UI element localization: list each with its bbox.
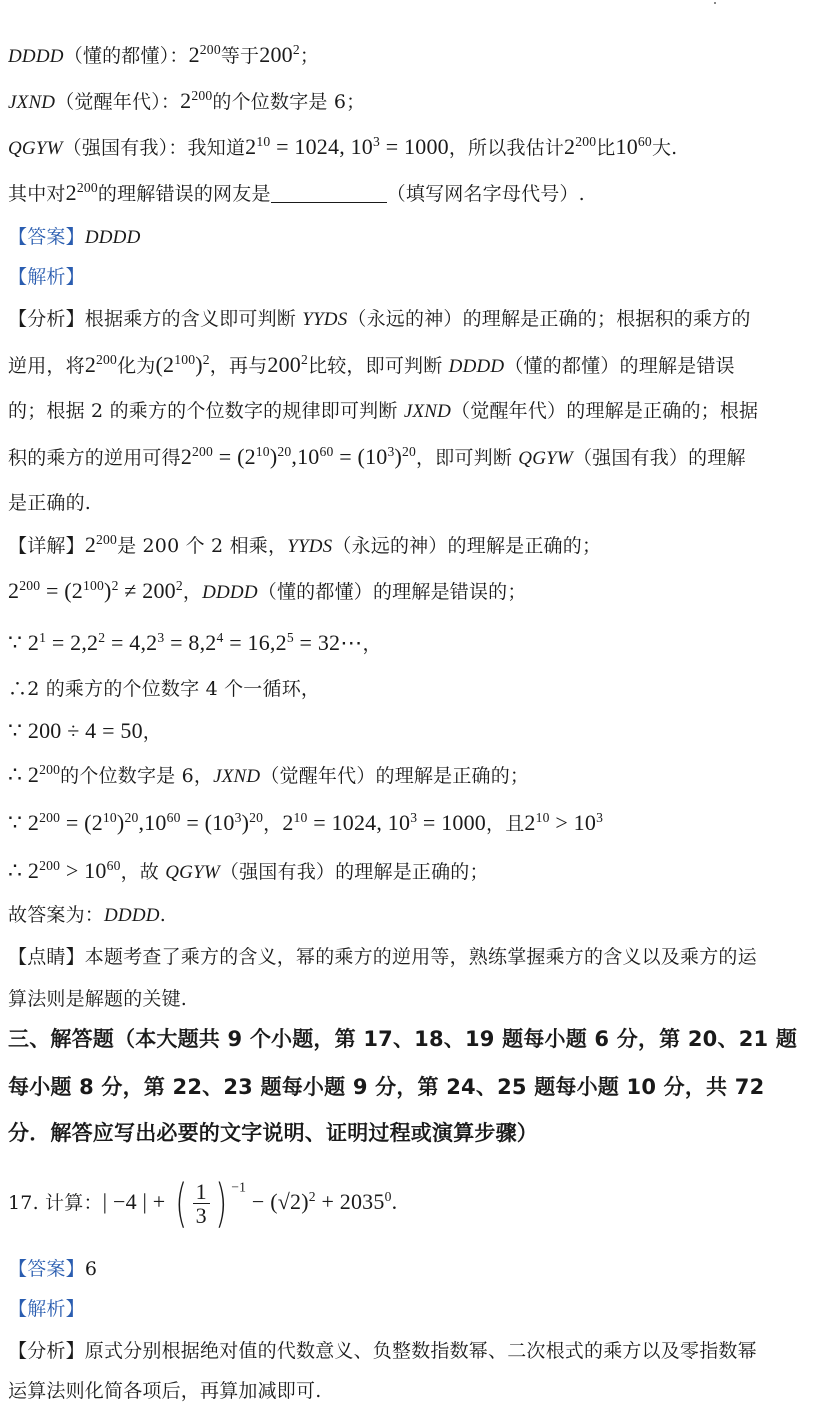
section-heading-line-1: 三、解答题（本大题共 9 个小题，第 17、18、19 题每小题 6 分，第 20、21 题 [8,1027,798,1051]
line-jxnd-claim: JXND（觉醒年代）：$2^{200}$的个位数字是 6； [8,88,366,113]
answer-line [8,224,830,251]
analysis-tag: 【解析】 [8,1298,85,1320]
detail-line-2: $2^{200} = (2^{100})^2 \ne 200^2$，DDDD（懂的都懂）的理解是错误的； [8,578,527,603]
analysis-header [8,264,830,290]
analysis-line-2: 逆用，将$2^{200}$化为$(2^{100})^2$，再与$200^2$比较，即可判断 DDDD（懂的都懂）的理解是错误 [8,352,735,377]
question-17: 17. 计算：| −4 | + ( $\frac{1}{3}$ ) $^{-1} - (√2)^2 + 2035^0$. [8,1173,398,1234]
analysis-line-3: 的；根据 2 的乘方的个位数字的规律即可判断 JXND（觉醒年代）的理解是正确的；根据 [8,400,759,422]
detail-conclusion: 故答案为：DDDD. [8,904,166,926]
netname: DDDD [8,46,64,67]
netname: QGYW [8,138,63,159]
fraction: $\frac{1}{3}$ [193,1180,210,1227]
detail-line-6: ∴ $2^{200}$的个位数字是 6，JXND（觉醒年代）的理解是正确的； [8,762,530,787]
line-qgyw-claim: QGYW（强国有我）：我知道$2^{10} = 1024$, $10^3 = 1000$，所以我估计$2^{200}$比$10^{60}$大. [8,134,678,159]
answer-value: DDDD [84,227,141,248]
answer-tag: 【答案】 [8,226,85,248]
answer-blank [271,184,387,203]
analysis-17-line-1: 【分析】原式分别根据绝对值的代数意义、负整数指数幂、二次根式的乘方以及零指数幂 [8,1340,757,1362]
scan-speck [714,2,716,4]
analysis-tag: 【解析】 [8,266,85,288]
netname: JXND [8,92,56,113]
line-question-prompt: 其中对$2^{200}$的理解错误的网友是 （填写网名字母代号）. [8,180,585,205]
answer-tag: 【答案】 [8,1258,85,1280]
analysis-17-line-2: 运算法则化简各项后，再算加减即可. [8,1380,322,1402]
answer-17-line [8,1256,830,1282]
line-dddd-claim: DDDD（懂的都懂）：$2^{200}$等于$200^2$； [8,42,320,67]
comment-line-1: 【点睛】本题考查了乘方的含义，幂的乘方的逆用等，熟练掌握乘方的含义以及乘方的运 [8,946,757,968]
detail-line-5: ∵ 200 ÷ 4 = 50， [8,718,162,743]
analysis-line-4: 积的乘方的逆用可得$2^{200} = (2^{10})^{20},10^{60} = (10^3)^{20}$，即可判断 QGYW（强国有我）的理解 [8,444,746,469]
comment-line-2: 算法则是解题的关键. [8,988,188,1010]
answer-value: 6 [84,1258,98,1280]
analysis-line-5: 是正确的. [8,492,92,514]
detail-line-8: ∴ $2^{200} > 10^{60}$，故 QGYW（强国有我）的理解是正确的； [8,858,489,883]
detail-line-3: ∵ $2^1 = 2,2^2 = 4,2^3 = 8,2^4 = 16,2^5$ = 32⋯， [8,630,382,655]
section-heading-line-2: 每小题 8 分，第 22、23 题每小题 9 分，第 24、25 题每小题 10 分，共 72 [8,1075,765,1099]
detail-line-4: ∴2 的乘方的个位数字 4 个一循环， [8,678,321,700]
section-heading-line-3: 分．解答应写出必要的文字说明、证明过程或演算步骤） [8,1121,538,1145]
analysis-17-header [8,1296,830,1322]
detail-line-7: ∵ $2^{200} = (2^{10})^{20},10^{60} = (10^3)^{20}$，$2^{10} = 1024$, $10^3 = 1000$，且$2^{10} > 10^3$ [8,810,604,835]
analysis-line-1: 【分析】根据乘方的含义即可判断 YYDS（永远的神）的理解是正确的；根据积的乘方的 [8,308,751,330]
detail-line-1: 【详解】$2^{200}$是 200 个 2 相乘，YYDS（永远的神）的理解是正确的； [8,532,602,557]
